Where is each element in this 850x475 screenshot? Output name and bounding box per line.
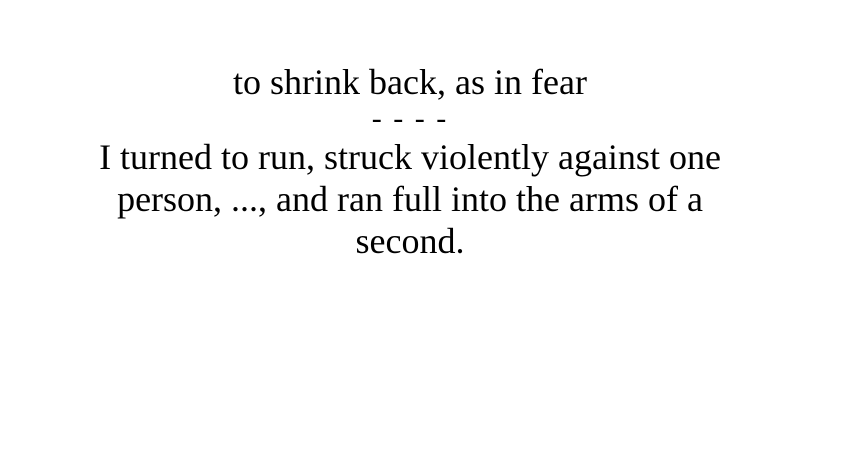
example-sentence: I turned to run, struck violently against one person, ..., and ran full into the arms of a second. <box>99 137 721 261</box>
definition-text: to shrink back, as in fear <box>233 62 587 102</box>
card-content <box>0 60 820 262</box>
separator: - - - - <box>371 102 449 135</box>
